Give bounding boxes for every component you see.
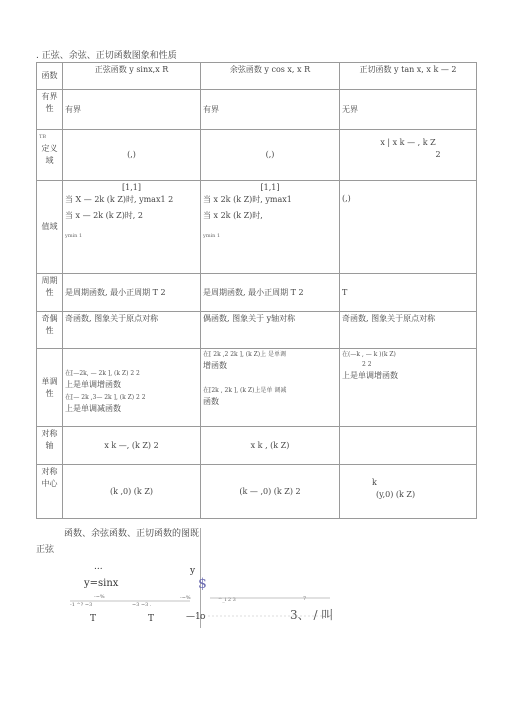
function-label: y=sinx [84,578,119,589]
mono-cos-l2: 增函数 [203,361,227,370]
cell-period-cos: 是周期函数, 最小正周期 T 2 [201,274,340,312]
mono-cos-l4: 函数 [203,397,219,406]
origin-label: o [200,612,206,622]
page-title: . 正弦、余弦、正切函数图象和性质 [36,51,177,61]
domain-mark: TB [39,134,47,140]
header-sin: 正弦函数 y sinx,x R [63,63,201,90]
mono-sin-l1: 在[—2k, — 2k ], (k Z) 2 2 [65,370,140,377]
cell-period-tan: T [340,274,477,312]
mono-sin-l4: 上是单调减函数 [65,404,121,413]
cell-domain-sin: (,) [63,130,201,181]
cell-bounded-tan: 无界 [340,90,477,130]
tick-marks-b: ~3 ~3 . [132,602,152,608]
cell-axis-cos: x k , (k Z) [201,427,340,465]
row-label-center: 对称中心 [37,465,63,519]
tick-row: ^_i 2 3 [218,597,236,603]
cell-parity-cos: 偶函数, 图象关于 y轴对称 [201,312,340,349]
minus-one-label: —1 [186,612,201,622]
cell-parity-sin: 奇函数, 图象关于原点对称 [63,312,201,349]
right-marks: 3、 / 叫 [290,608,334,622]
cell-center-cos: (k — ,0) (k Z) 2 [201,465,340,519]
header-tan: 正切函数 y tan x, x k — 2 [340,63,477,90]
graph-caption: 函数、余弦函数、正切函数的图既 [64,529,200,539]
range-sin-top: [1,1] [122,183,141,192]
mono-sin-l3: 在[— 2k ,3— 2k ], (k Z) 2 2 [65,394,146,401]
header-cos: 余弦函数 y cos x, x R [201,63,340,90]
center-tan-l1: k [372,478,377,487]
center-tan-l2: (y,0) (k Z) [376,490,416,499]
row-label-axis: 对称轴 [37,427,63,465]
header-label: 函数 [37,63,63,90]
range-sin-l1: 当 X — 2k (k Z)时, ymax1 2 [65,195,174,204]
range-sin-l2: 当 x — 2k (k Z)时, 2 [65,211,143,220]
y-axis-label: y [190,566,196,576]
range-cos-l1: 当 x 2k (k Z)时, ymax1 [203,195,292,204]
cell-bounded-cos: 有界 [201,90,340,130]
row-label-bounded: 有界性 [37,90,63,130]
cell-period-sin: 是周期函数, 最小正周期 T 2 [63,274,201,312]
domain-tan-line1: x | x k — , k Z [380,138,436,147]
cell-center-sin: (k ,0) (k Z) [63,465,201,519]
range-cos-l3: ymin 1 [203,233,221,239]
t-label-1: T [90,614,97,624]
s-mark: $ [198,576,207,592]
mono-tan-l3: 上是单调增函数 [342,371,398,380]
cell-domain-cos: (,) [201,130,340,181]
row-label-period: 周期性 [37,274,63,312]
mono-cos-l3: 在[2k , 2k ], (k Z)上是单 调减 [203,387,287,394]
domain-tan-line2: 2 [435,150,441,159]
range-sin-l3: ymin 1 [65,233,83,239]
row-label-parity: 奇偶性 [37,312,63,349]
mono-tan-l2: 2 2 [362,361,372,368]
cell-axis-sin: x k —, (k Z) 2 [63,427,201,465]
mono-sin-l2: 上是单调增函数 [65,380,121,389]
sine-side-label: 正弦 [36,545,55,555]
range-cos-l2: 当 x 2k (k Z)时, [203,211,263,220]
cell-parity-tan: 奇函数, 图象关于原点对称 [340,312,477,349]
row-label-range: 值域 [37,181,63,274]
t-label-2: T [148,614,155,624]
neg-half-mark-2: -~% [180,595,191,601]
cell-range-tan: (,) [340,181,477,274]
mono-cos-l1: 在[ 2k ,2 2k ], (k Z)上 是单调 [203,351,287,358]
tick-marks-a: -1 ^? ~3 [70,602,93,608]
tick-seven: 7 [303,596,307,602]
range-cos-top: [1,1] [260,183,280,192]
neg-half-mark: -~% [94,594,105,600]
mono-tan-l1: 在(—k , — k )(k Z) [342,351,396,358]
cell-bounded-sin: 有界 [63,90,201,130]
domain-label: 定义域 [41,144,58,165]
row-label-monotonic: 单调性 [37,349,63,427]
graph-dots: ... [94,562,103,572]
